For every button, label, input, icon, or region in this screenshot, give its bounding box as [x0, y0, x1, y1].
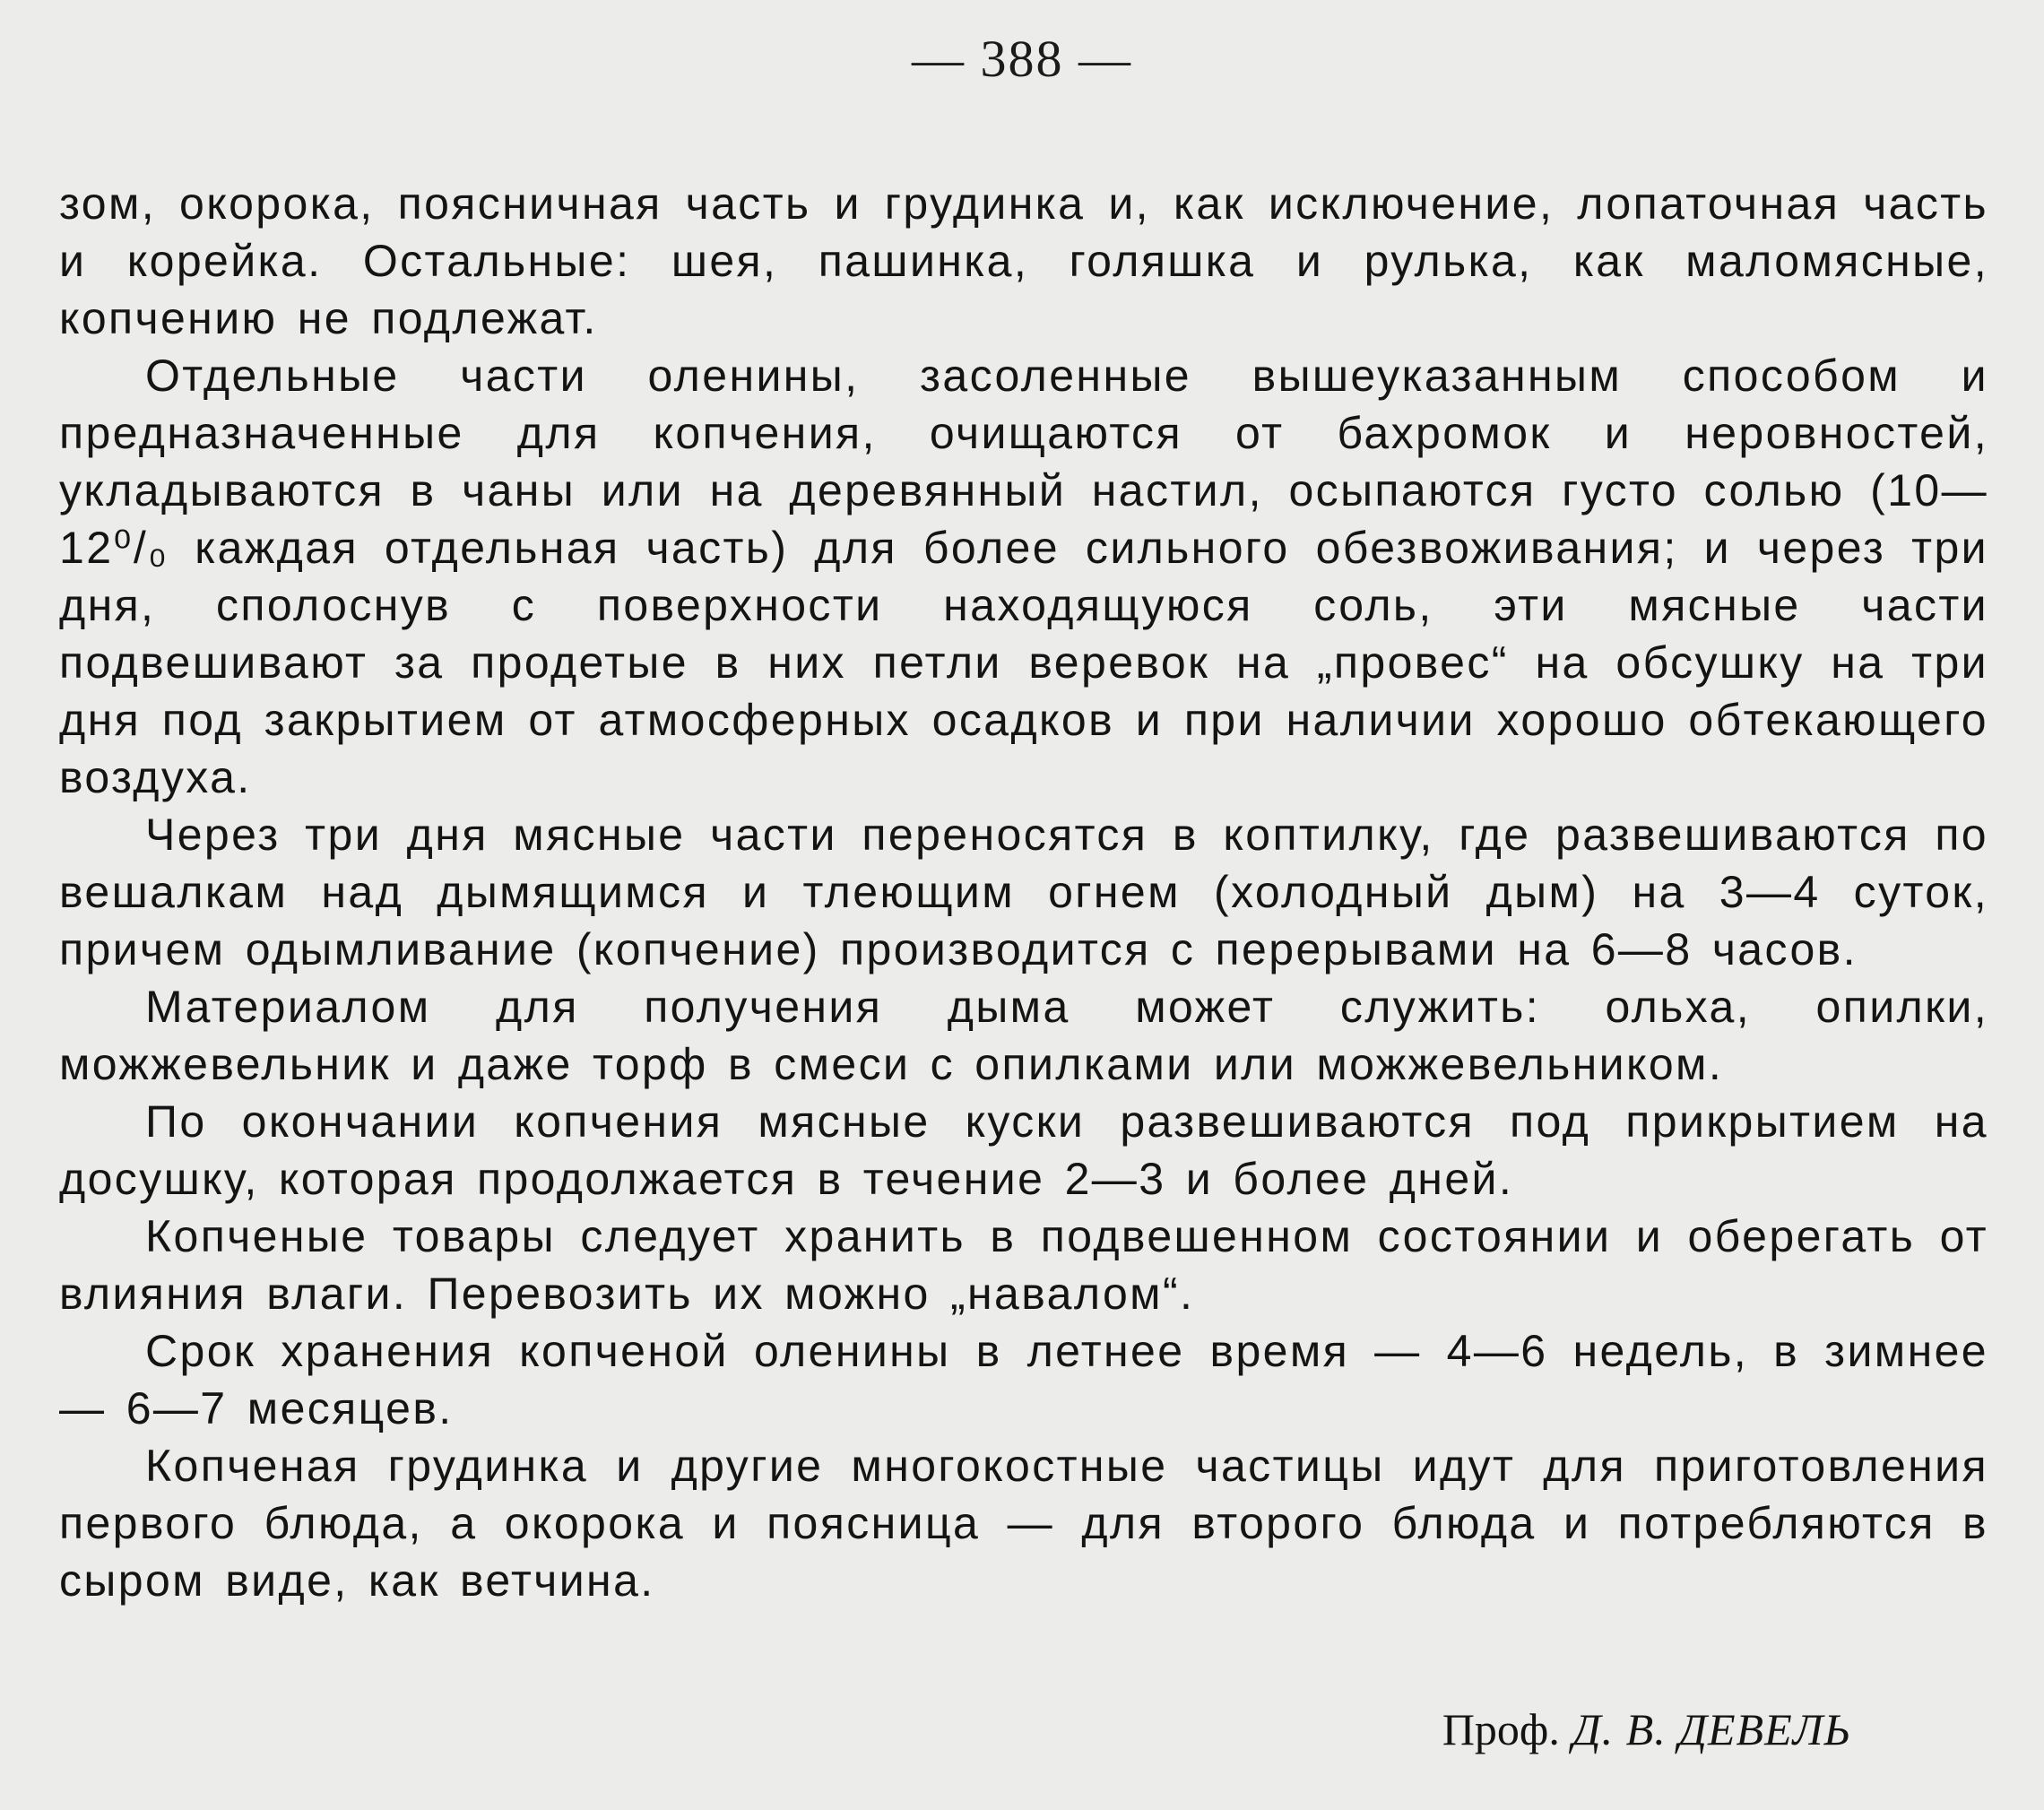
paragraph-5: По окончании копчения мясные куски развешиваются под прикрытием на досушку, которая продолжается в течение 2—3 и более дней.	[59, 1096, 1988, 1204]
paragraph-7: Срок хранения копченой оленины в летнее время — 4—6 недель, в зимнее — 6—7 месяцев.	[59, 1326, 1988, 1433]
signature-prefix: Проф.	[1442, 1704, 1560, 1754]
page-number: — 388 —	[912, 30, 1132, 88]
signature-name: Д. В. ДЕВЕЛЬ	[1572, 1704, 1851, 1754]
body-text	[59, 175, 1988, 1609]
paragraph-3: Через три дня мясные части переносятся в коптилку, где развешиваются по вешалкам над дымящимся и тлеющим огнем (холодный дым) на 3—4 суток, причем одымливание (копчение) производится с перерывами на 6—8 часов.	[59, 810, 1988, 974]
paragraph-8: Копченая грудинка и другие многокостные частицы идут для приготовления первого блюда, а окорока и поясница — для второго блюда и потребляются в сыром виде, как ветчина.	[59, 1441, 1988, 1606]
paragraph-6: Копченые товары следует хранить в подвешенном состоянии и оберегать от влияния влаги. Перевозить их можно „навалом“.	[59, 1211, 1988, 1319]
author-signature	[1442, 1703, 1851, 1755]
paragraph-4: Материалом для получения дыма может служить: ольха, опилки, можжевельник и даже торф в смеси с опилками или можжевельником.	[59, 982, 1988, 1089]
paragraph-2: Отдельные части оленины, засоленные вышеуказанным способом и предназначенные для копчения, очищаются от бахромок и неровностей, укладываются в чаны или на деревянный настил, осыпаются густо солью (10—12⁰/₀ каждая отдельная часть) для более сильного обезвоживания; и через три дня, сполоснув с поверхности находящуюся соль, эти мясные части подвешивают за продетые в них петли веревок на „провес“ на обсушку на три дня под закрытием от атмосферных осадков и при наличии хорошо обтекающего воздуха.	[59, 351, 1988, 802]
paragraph-1: зом, окорока, поясничная часть и грудинка и, как исключение, лопаточная часть и корейка. Остальные: шея, пашинка, голяшка и рулька, как маломясные, копчению не подлежат.	[59, 178, 1988, 343]
